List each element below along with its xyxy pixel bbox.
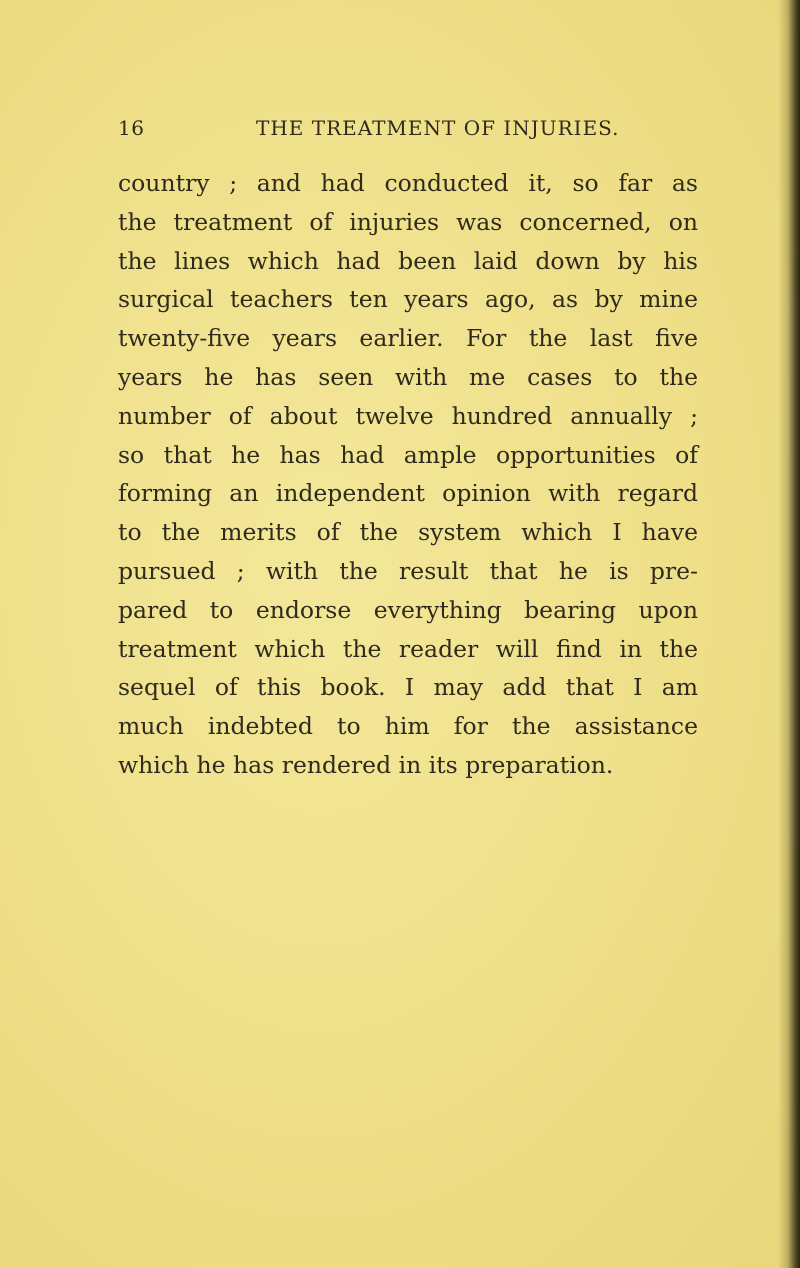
running-title: THE TREATMENT OF INJURIES. <box>256 116 620 140</box>
page-number: 16 <box>118 116 145 140</box>
text-line: sequel of this book. I may add that I am <box>118 673 698 702</box>
text-line: forming an independent opinion with regard <box>118 479 698 508</box>
text-line: pared to endorse everything bearing upon <box>118 595 698 624</box>
text-line: surgical teachers ten years ago, as by mine <box>118 285 698 314</box>
text-line: number of about twelve hundred annually ; <box>118 401 698 430</box>
text-line: twenty-five years earlier. For the last five <box>118 324 698 353</box>
text-line: to the merits of the system which I have <box>118 518 698 547</box>
text-line: the lines which had been laid down by his <box>118 246 698 275</box>
text-line: much indebted to him for the assistance <box>118 712 698 741</box>
text-line: so that he has had ample opportunities of <box>118 440 698 469</box>
text-line: pursued ; with the result that he is pre- <box>118 556 698 585</box>
body-paragraph <box>118 164 698 785</box>
text-line: the treatment of injuries was concerned, on <box>118 207 698 236</box>
running-head <box>118 116 718 150</box>
text-line-last: which he has rendered in its preparation. <box>118 750 614 779</box>
text-line: treatment which the reader will find in the <box>118 634 698 663</box>
text-line: country ; and had conducted it, so far as <box>118 169 698 197</box>
page-edge-shadow <box>778 0 800 1268</box>
text-line: years he has seen with me cases to the <box>118 362 698 391</box>
